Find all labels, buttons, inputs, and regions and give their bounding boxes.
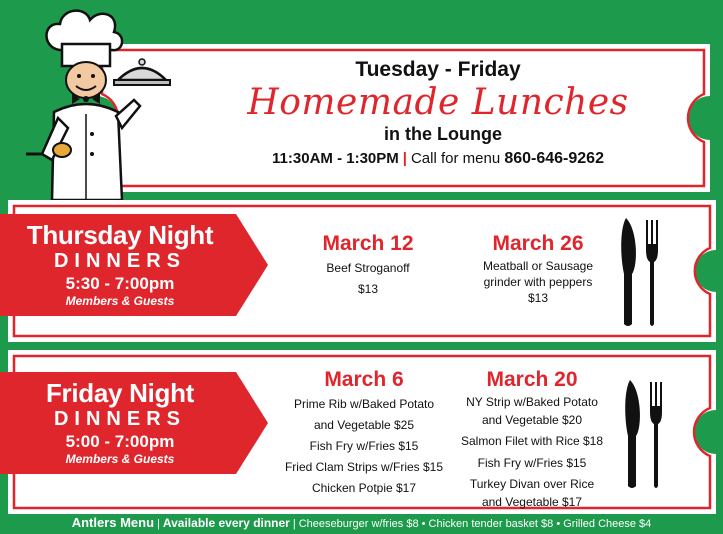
dinner-audience: Members & Guests	[65, 452, 175, 466]
chef-illustration	[22, 4, 172, 200]
lunch-title: Homemade Lunches	[247, 82, 629, 123]
thursday-banner	[0, 214, 270, 316]
phone-number: 860-646-9262	[504, 150, 604, 167]
dinner-time: 5:30 - 7:00pm	[65, 274, 175, 293]
lunch-location: in the Lounge	[384, 124, 502, 144]
lunch-days: Tuesday - Friday	[355, 58, 521, 81]
dinners-label: DINNERS	[53, 408, 186, 430]
menu-item: Chicken Potpie $17	[311, 481, 417, 495]
banner-text	[0, 214, 240, 308]
footer-availability: Available every dinner	[162, 516, 290, 530]
menu-list	[456, 394, 608, 511]
separator: |	[402, 150, 407, 167]
separator: |	[157, 518, 160, 530]
footer-items: Cheeseburger w/fries $8 • Chicken tender basket $8 • Grilled Cheese $4	[298, 518, 652, 530]
menu-date: March 12	[322, 232, 414, 255]
menu-item: Fried Clam Strips w/Fries $15	[284, 460, 444, 474]
menu-list	[274, 394, 454, 499]
menu-item: NY Strip w/Baked Potato	[466, 395, 598, 409]
menu-column	[463, 232, 613, 306]
call-text: Call for menu	[410, 150, 501, 167]
dinner-audience: Members & Guests	[65, 294, 175, 308]
menu-item: Salmon Filet with Rice $18	[460, 434, 604, 448]
menu-column	[298, 232, 438, 298]
menu-date: March 26	[492, 232, 584, 255]
menu-item: Fish Fry w/Fries $15	[477, 455, 587, 470]
menu-item: and Vegetable $25	[313, 418, 415, 432]
antlers-menu-footer	[0, 513, 723, 534]
menu-date: March 20	[486, 368, 578, 391]
menu-price: $13	[357, 282, 379, 296]
menu-item: Fish Fry w/Fries $15	[309, 439, 419, 453]
knife-fork-icon	[616, 216, 666, 328]
dinner-day: Thursday Night	[26, 220, 214, 250]
menu-price: $13	[527, 291, 549, 305]
lunch-panel	[96, 44, 710, 192]
footer-title: Antlers Menu	[71, 515, 155, 530]
knife-fork-icon	[620, 378, 670, 490]
menu-date: March 6	[324, 368, 404, 391]
dinners-label: DINNERS	[53, 250, 186, 272]
menu-item: Prime Rib w/Baked Potato	[293, 397, 435, 411]
dinner-time: 5:00 - 7:00pm	[65, 432, 175, 451]
lunch-hours-line	[96, 150, 710, 168]
menu-item: Meatball or Sausage	[482, 259, 594, 273]
menu-item: grinder with peppers	[483, 275, 593, 289]
dinner-day: Friday Night	[45, 378, 195, 408]
banner-text	[0, 372, 240, 466]
menu-item: and Vegetable $20	[481, 412, 583, 427]
thursday-dinners-panel	[8, 200, 716, 342]
menu-item: Turkey Divan over Rice	[469, 477, 595, 491]
menu-column	[274, 368, 454, 499]
separator: |	[292, 518, 296, 530]
friday-dinners-panel	[8, 350, 716, 514]
friday-banner	[0, 372, 270, 474]
menu-item: and Vegetable $17	[481, 494, 583, 509]
lunch-hours: 11:30AM - 1:30PM	[272, 150, 399, 167]
menu-item: Beef Stroganoff	[326, 261, 410, 275]
menu-column	[456, 368, 608, 511]
